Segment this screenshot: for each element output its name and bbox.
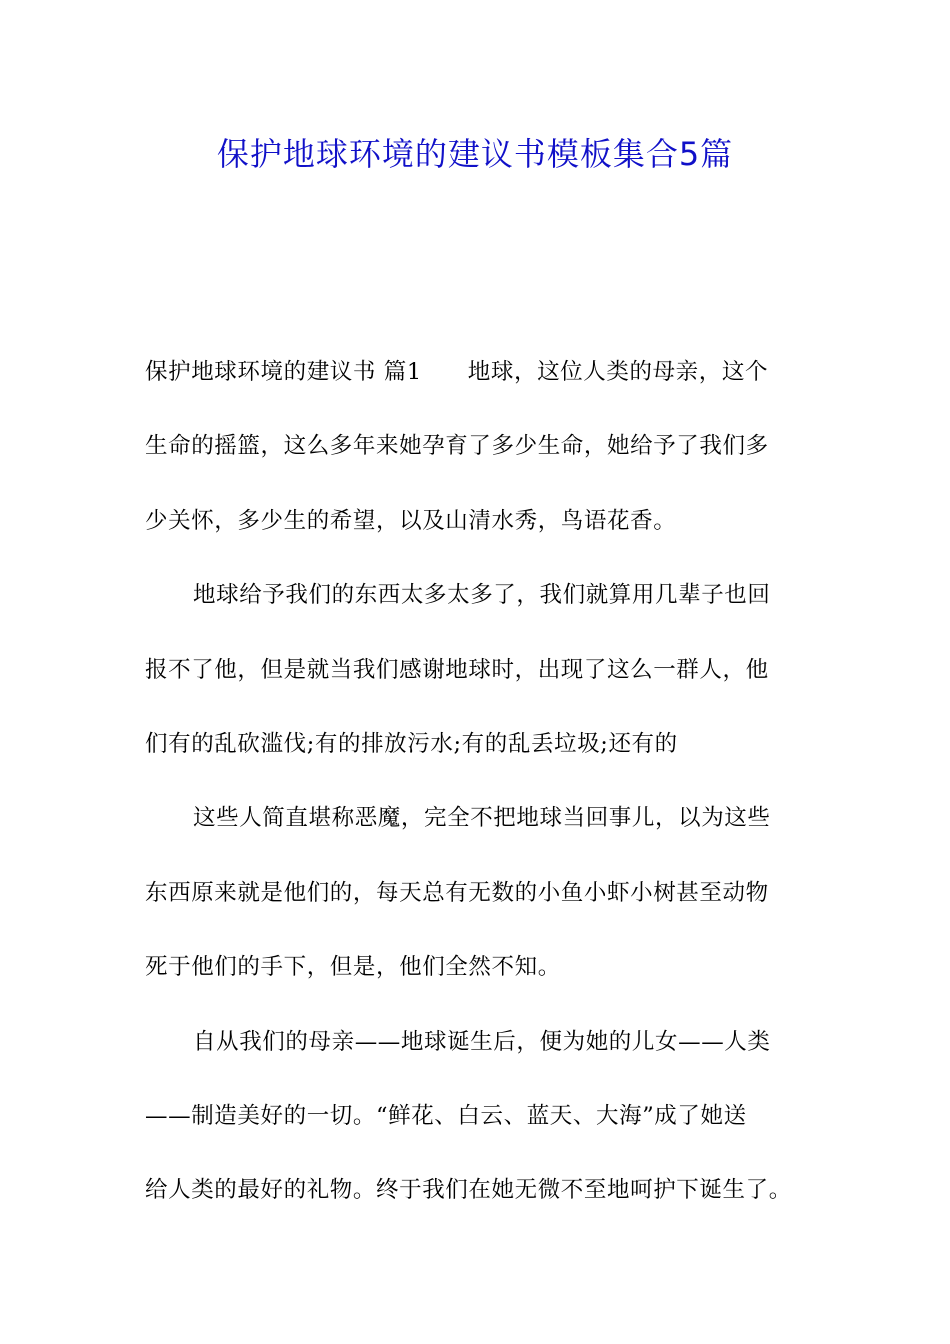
section-heading: 保护地球环境的建议书 篇1 — [145, 359, 422, 385]
paragraph-text: 地球，这位人类的母亲，这个 — [467, 359, 769, 385]
document-title: 保护地球环境的建议书模板集合5篇 — [216, 135, 734, 173]
paragraph-4-line-1: 自从我们的母亲——地球诞生后，便为她的儿女——人类 — [193, 1028, 771, 1055]
paragraph-3-line-2: 东西原来就是他们的，每天总有无数的小鱼小虾小树甚至动物 — [145, 879, 769, 906]
paragraph-1-line-2: 生命的摇篮，这么多年来她孕育了多少生命，她给予了我们多 — [145, 433, 769, 460]
paragraph-1-line-3: 少关怀，多少生的希望，以及山清水秀，鸟语花香。 — [145, 507, 677, 534]
paragraph-4-line-2: ——制造美好的一切。“鲜花、白云、蓝天、大海”成了她送 — [145, 1102, 747, 1129]
paragraph-2-line-1: 地球给予我们的东西太多太多了，我们就算用几辈子也回 — [193, 582, 771, 609]
document-body — [145, 335, 815, 1228]
paragraph-2-line-2: 报不了他，但是就当我们感谢地球时，出现了这么一群人，他 — [145, 656, 769, 683]
paragraph-4-line-3: 给人类的最好的礼物。终于我们在她无微不至地呵护下诞生了。 — [145, 1177, 792, 1204]
paragraph-3-line-1: 这些人简直堪称恶魔，完全不把地球当回事儿，以为这些 — [193, 805, 771, 832]
paragraph-1-line-1 — [145, 335, 815, 409]
paragraph-3-line-3: 死于他们的手下，但是，他们全然不知。 — [145, 954, 561, 981]
paragraph-2-line-3: 们有的乱砍滥伐;有的排放污水;有的乱丢垃圾;还有的 — [145, 730, 678, 757]
